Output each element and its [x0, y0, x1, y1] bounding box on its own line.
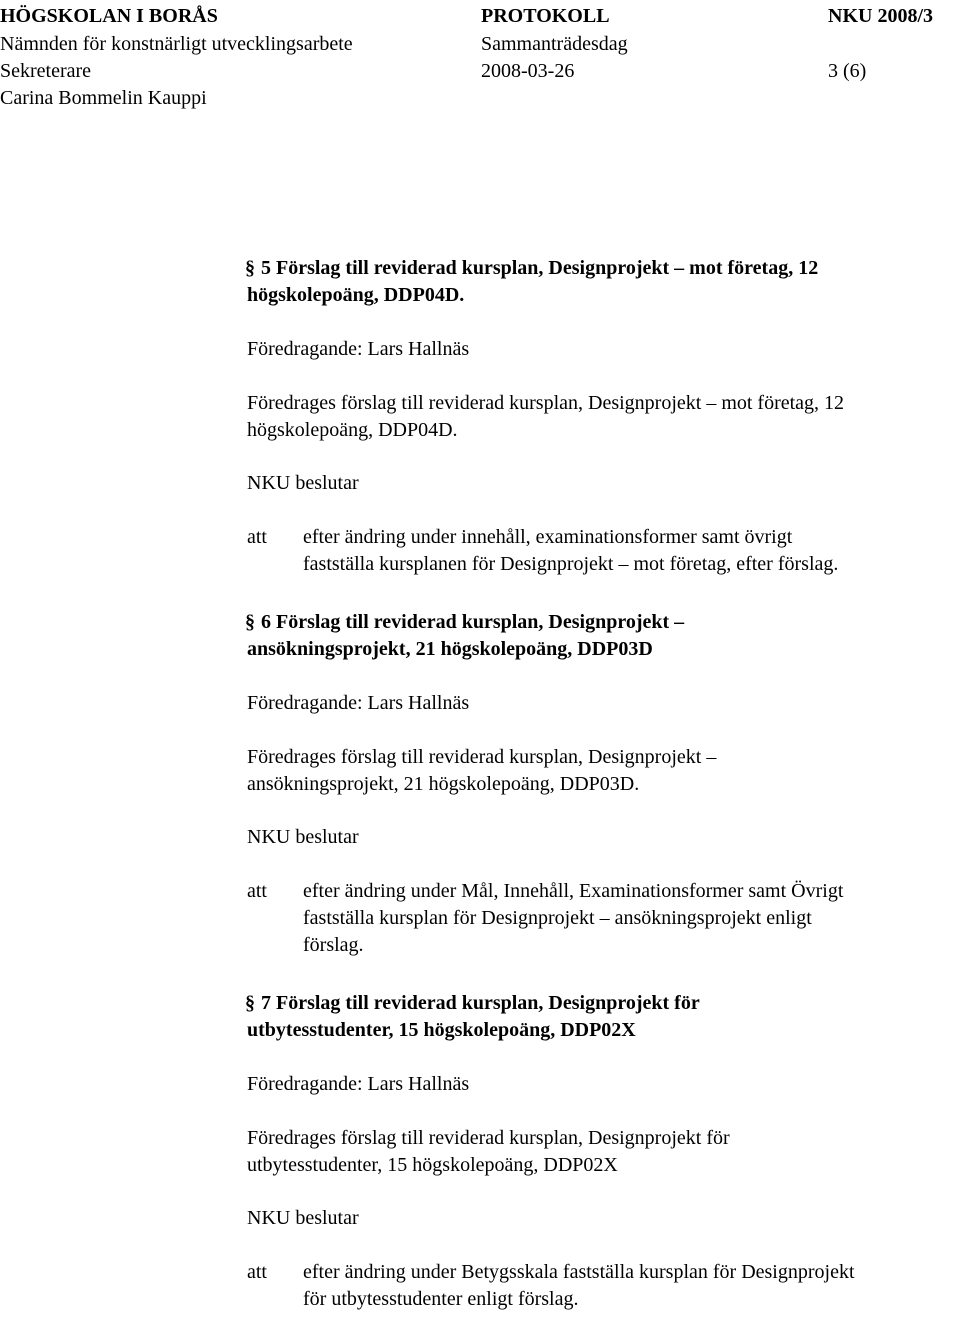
- decision-heading: NKU beslutar: [247, 472, 359, 494]
- decision: [247, 1259, 960, 1313]
- committee-name: Nämnden för konstnärligt utvecklingsarbete: [0, 33, 353, 55]
- decision-text: efter ändring under Mål, Innehåll, Examinationsformer samt Övrigt fastställa kursplan för Designprojekt – ansökningsprojekt enligt förslag.: [303, 880, 844, 956]
- meeting-date: 2008-03-26: [481, 60, 575, 82]
- presenter: Föredragande: Lars Hallnäs: [247, 1073, 470, 1095]
- section-body: Föredrages förslag till reviderad kursplan, Designprojekt för utbytesstudenter, 15 högskolepoäng, DDP02X: [247, 1127, 730, 1176]
- secretary-label: Sekreterare: [0, 60, 92, 82]
- section-title: § 5 Förslag till reviderad kursplan, Designprojekt – mot företag, 12 högskolepoäng, DDP04D.: [245, 257, 819, 306]
- paragraph-mark: §: [245, 611, 255, 633]
- decision-heading: NKU beslutar: [247, 1207, 359, 1229]
- decision: [247, 524, 960, 578]
- page-number: 3 (6): [828, 60, 867, 82]
- decision-text: efter ändring under innehåll, examinationsformer samt övrigt fastställa kursplanen för Designprojekt – mot företag, efter förslag.: [303, 526, 839, 575]
- secretary-name: Carina Bommelin Kauppi: [0, 87, 207, 109]
- section-5: [247, 255, 960, 578]
- section-body: Föredrages förslag till reviderad kursplan, Designprojekt – mot företag, 12 högskolepoäng, DDP04D.: [247, 392, 845, 441]
- meeting-label: Sammanträdesdag: [481, 33, 628, 55]
- att-label: att: [247, 1261, 267, 1283]
- section-title: § 7 Förslag till reviderad kursplan, Designprojekt för utbytesstudenter, 15 högskolepoäng, DDP02X: [245, 992, 700, 1041]
- paragraph-mark: §: [245, 257, 255, 279]
- paragraph-mark: §: [245, 992, 255, 1014]
- doc-number: NKU 2008/3: [828, 5, 933, 27]
- decision-text: efter ändring under Betygsskala fastställa kursplan för Designprojekt för utbytesstudenter enligt förslag.: [303, 1261, 855, 1310]
- org-name: HÖGSKOLAN I BORÅS: [0, 5, 218, 27]
- section-title: § 6 Förslag till reviderad kursplan, Designprojekt – ansökningsprojekt, 21 högskolepoäng, DDP03D: [245, 611, 685, 660]
- document-header: [0, 0, 960, 120]
- section-body: Föredrages förslag till reviderad kursplan, Designprojekt – ansökningsprojekt, 21 högskolepoäng, DDP03D.: [247, 746, 717, 795]
- presenter: Föredragande: Lars Hallnäs: [247, 692, 470, 714]
- doc-type: PROTOKOLL: [481, 5, 610, 27]
- decision: [247, 878, 960, 959]
- section-7: [247, 990, 960, 1313]
- section-6: [247, 609, 960, 959]
- att-label: att: [247, 526, 267, 548]
- decision-heading: NKU beslutar: [247, 826, 359, 848]
- presenter: Föredragande: Lars Hallnäs: [247, 338, 470, 360]
- att-label: att: [247, 880, 267, 902]
